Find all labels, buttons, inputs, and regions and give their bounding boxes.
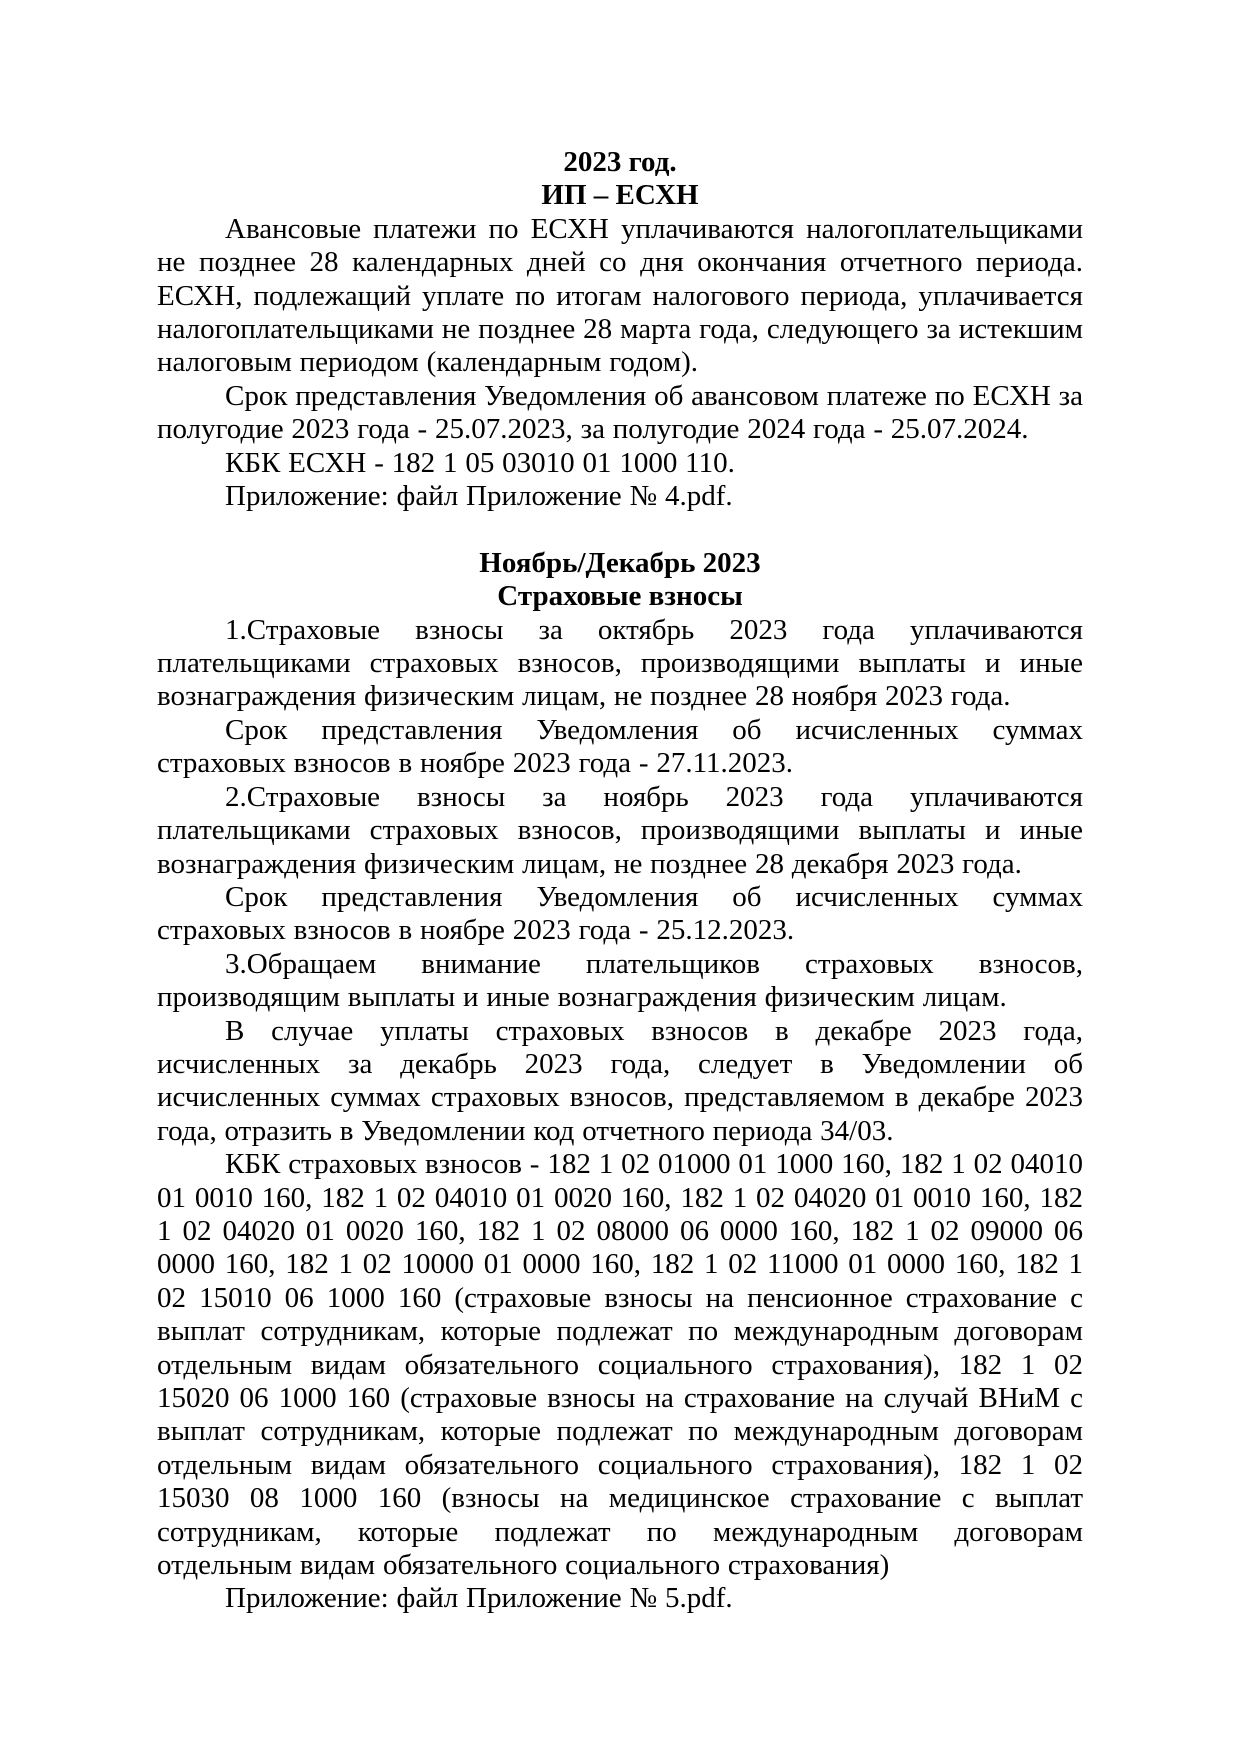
paragraph-contributions-attention: 3.Обращаем внимание плательщиков страховых взносов, производящим выплаты и иные вознаграждения физическим лицам. — [157, 947, 1083, 1014]
section-title-insurance-contributions: Страховые взносы — [497, 580, 743, 613]
paragraph-contributions-november: 2.Страховые взносы за ноябрь 2023 года уплачиваются плательщиками страховых взносов, производящими выплаты и иные вознаграждения физическим лицам, не позднее 28 декабря 2023 года. — [157, 780, 1083, 880]
paragraph-contributions-attachment: Приложение: файл Приложение № 5.pdf. — [225, 1582, 733, 1615]
section-title-november-december: Ноябрь/Декабрь 2023 — [479, 546, 761, 579]
blank-line — [157, 513, 1083, 546]
paragraph-december-reporting-code: В случае уплаты страховых взносов в декабре 2023 года, исчисленных за декабрь 2023 года, следует в Уведомлении об исчисленных суммах страховых взносов, представляемом в декабре 2023 года, отразить в Уведомлении код отчетного периода 34/03. — [157, 1014, 1083, 1147]
paragraph-eshn-advance-payments: Авансовые платежи по ЕСХН уплачиваются налогоплательщиками не позднее 28 календарных дней со дня окончания отчетного периода. ЕСХН, подлежащий уплате по итогам налогового периода, уплачивается налогоплательщиками не позднее 28 марта года, следующего за истекшим налоговым периодом (календарным годом). — [157, 212, 1083, 379]
page-title-year: 2023 год. — [563, 146, 677, 178]
paragraph-notification-december: Срок представления Уведомления об исчисленных суммах страховых взносов в ноябре 2023 года - 25.12.2023. — [157, 880, 1083, 947]
paragraph-notification-november: Срок представления Уведомления об исчисленных суммах страховых взносов в ноябре 2023 года - 27.11.2023. — [157, 713, 1083, 780]
paragraph-contributions-october: 1.Страховые взносы за октябрь 2023 года уплачиваются плательщиками страховых взносов, производящими выплаты и иные вознаграждения физическим лицам, не позднее 28 ноября 2023 года. — [157, 613, 1083, 713]
document-content — [157, 146, 1083, 1616]
paragraph-eshn-notification-deadline: Срок представления Уведомления об авансовом платеже по ЕСХН за полугодие 2023 года - 25.07.2023, за полугодие 2024 года - 25.07.2024. — [157, 379, 1083, 446]
paragraph-contributions-kbk: КБК страховых взносов - 182 1 02 01000 01 1000 160, 182 1 02 04010 01 0010 160, 182 1 02 04010 01 0020 160, 182 1 02 04020 01 0010 160, 182 1 02 04020 01 0020 160, 182 1 02 08000 06 0000 160, 182 1 02 09000 06 0000 160, 182 1 02 10000 01 0000 160, 182 1 02 11000 01 0000 160, 182 1 02 15010 06 1000 160 (страховые взносы на пенсионное страхование с выплат сотрудникам, которые подлежат по международным договорам отдельным видам обязательного социального страхования), 182 1 02 15020 06 1000 160 (страховые взносы на страхование на случай ВНиМ с выплат сотрудникам, которые подлежат по международным договорам отдельным видам обязательного социального страхования), 182 1 02 15030 08 1000 160 (взносы на медицинское страхование с выплат сотрудникам, которые подлежат по международным договорам отдельным видам обязательного социального страхования) — [157, 1148, 1083, 1582]
paragraph-eshn-attachment: Приложение: файл Приложение № 4.pdf. — [225, 480, 733, 513]
paragraph-eshn-kbk: КБК ЕСХН - 182 1 05 03010 01 1000 110. — [225, 446, 735, 479]
page-title-ip-eshn: ИП – ЕСХН — [541, 179, 699, 212]
